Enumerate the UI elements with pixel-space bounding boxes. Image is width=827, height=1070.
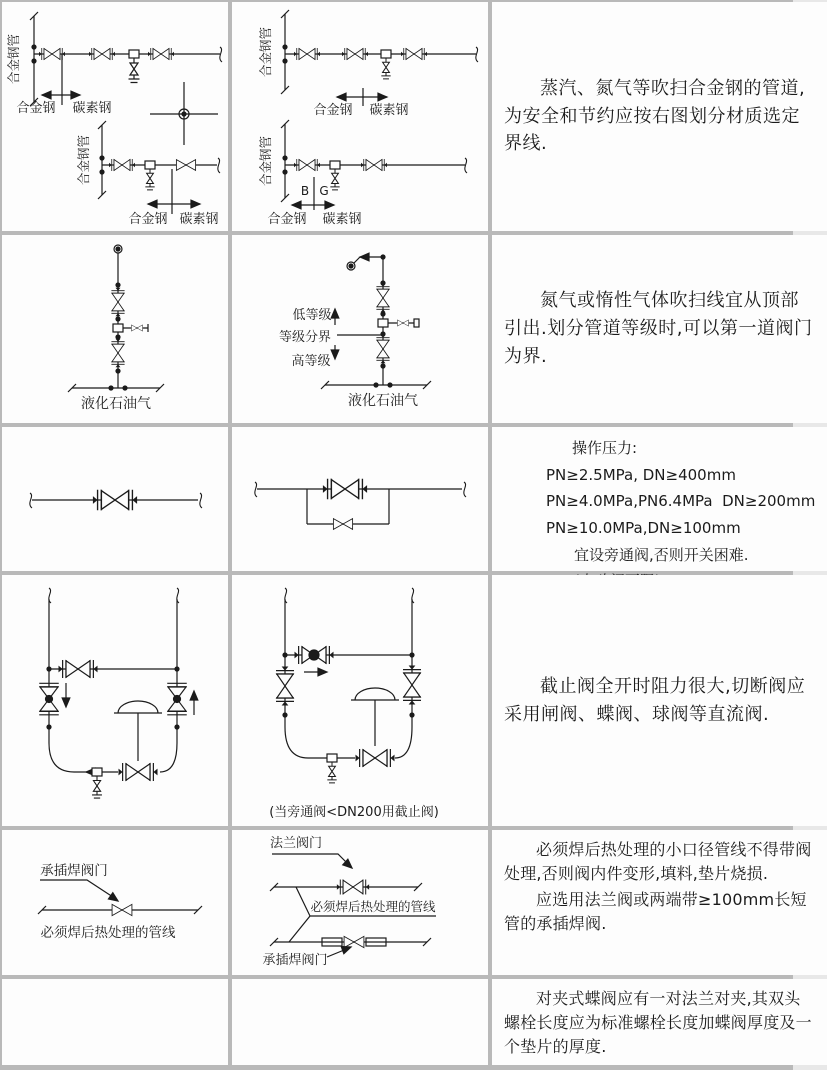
piping-diagram-svg bbox=[2, 427, 228, 571]
label-alloy-steel: 合金钢 bbox=[313, 103, 353, 118]
pipe-network bbox=[39, 588, 198, 798]
diagram-r3-valve-with-bypass bbox=[232, 427, 488, 571]
note-r4 bbox=[492, 575, 827, 826]
label-flanged-valve: 法兰阀门 bbox=[269, 836, 323, 851]
label-b: B bbox=[300, 184, 310, 198]
note-paragraph: 应选用法兰阀或两端带≥100mm长短管的承插焊阀. bbox=[504, 890, 807, 933]
label-socket-weld-valve: 承插焊阀门 bbox=[40, 863, 108, 879]
piping-diagram-svg bbox=[232, 2, 488, 231]
label-carbon-steel: 碳素钢 bbox=[72, 101, 112, 116]
pipe-network bbox=[30, 12, 222, 214]
spec-title: 操作压力: bbox=[572, 439, 638, 457]
note-text: 氮气或惰性气体吹扫线宜从顶部引出.划分管道等级时,可以第一道阀门为界. bbox=[504, 290, 813, 367]
pipe-network bbox=[68, 245, 164, 392]
piping-diagram-svg bbox=[232, 427, 488, 571]
label-lpg: 液化石油气 bbox=[348, 393, 418, 409]
note-r1 bbox=[492, 2, 827, 231]
diagram-r5-flanged-vs-socket-valve bbox=[232, 830, 488, 975]
piping-diagram-svg bbox=[2, 235, 228, 423]
label-high-grade: 高等级 bbox=[291, 354, 331, 369]
piping-diagram-svg bbox=[232, 830, 488, 975]
empty-cell-r6-middle bbox=[232, 979, 488, 1065]
label-alloy-steel-pipe: 合金钢管 bbox=[258, 26, 273, 78]
label-carbon-steel: 碳素钢 bbox=[179, 212, 219, 227]
spec-note: 宜设旁通阀,否则开关困难. bbox=[574, 545, 749, 564]
pipe-network bbox=[30, 490, 202, 510]
label-socket-weld-valve: 承插焊阀门 bbox=[262, 953, 328, 968]
spec-line: PN≥4.0MPa,PN6.4MPa DN≥200mm bbox=[546, 492, 816, 511]
diagram-r2-purge-line-left bbox=[2, 235, 228, 423]
diagram-r4-control-valve-station-middle bbox=[232, 575, 488, 826]
pipe-network bbox=[321, 253, 431, 389]
pipe-network bbox=[276, 588, 421, 783]
spec-line: PN≥2.5MPa, DN≥400mm bbox=[546, 465, 736, 484]
note-r3 bbox=[492, 427, 827, 571]
piping-diagram-svg bbox=[2, 830, 228, 975]
label-carbon-steel: 碳素钢 bbox=[369, 103, 409, 118]
note-r6 bbox=[492, 979, 827, 1065]
diagram-r1-material-boundary-left bbox=[2, 2, 228, 231]
piping-diagram-svg bbox=[232, 235, 488, 423]
pipe-network bbox=[255, 479, 466, 530]
note-r5 bbox=[492, 830, 827, 975]
label-heat-treated-line: 必须焊后热处理的管线 bbox=[40, 925, 176, 941]
label-carbon-steel: 碳素钢 bbox=[322, 212, 362, 227]
label-lpg: 液化石油气 bbox=[81, 396, 151, 412]
empty-cell-r6-left bbox=[2, 979, 228, 1065]
note-paragraph: 必须焊后热处理的小口径管线不得带阀处理,否则阀内件变形,填料,垫片烧损. bbox=[504, 840, 812, 883]
label-grade-boundary: 等级分界 bbox=[278, 330, 332, 345]
label-g: G bbox=[319, 184, 329, 198]
diagram-r2-purge-line-middle bbox=[232, 235, 488, 423]
label-heat-treated-line: 必须焊后热处理的管线 bbox=[310, 899, 436, 914]
label-alloy-steel-pipe: 合金钢管 bbox=[76, 134, 91, 186]
label-alloy-steel-pipe: 合金钢管 bbox=[6, 33, 21, 85]
label-alloy-steel: 合金钢 bbox=[267, 212, 307, 227]
label-alloy-steel: 合金钢 bbox=[128, 212, 168, 227]
diagram-r4-control-valve-station-left bbox=[2, 575, 228, 826]
note-text: 蒸汽、氮气等吹扫合金钢的管道,为安全和节约应按右图划分材质选定界线. bbox=[504, 77, 806, 155]
pipe-network bbox=[38, 880, 202, 916]
piping-diagram-svg bbox=[232, 575, 488, 826]
note-r2 bbox=[492, 235, 827, 423]
pressure-spec-block bbox=[504, 435, 815, 595]
label-alloy-steel: 合金钢 bbox=[16, 101, 56, 116]
piping-diagram-svg bbox=[2, 2, 228, 231]
spec-line: PN≥10.0MPa,DN≥100mm bbox=[546, 519, 741, 538]
note-text: 截止阀全开时阻力很大,切断阀应采用闸阀、蝶阀、球阀等直流阀. bbox=[504, 675, 806, 725]
diagram-r5-socket-weld-valve bbox=[2, 830, 228, 975]
diagram-r1-material-boundary-middle bbox=[232, 2, 488, 231]
caption-bypass-valve: (当旁通阀<DN200用截止阀) bbox=[269, 805, 439, 820]
piping-diagram-svg bbox=[2, 575, 228, 826]
note-text: 对夹式蝶阀应有一对法兰对夹,其双头螺栓长度应为标准螺栓长度加蝶阀厚度及一个垫片的厚度. bbox=[504, 989, 812, 1056]
label-alloy-steel-pipe: 合金钢管 bbox=[258, 135, 273, 187]
label-low-grade: 低等级 bbox=[292, 308, 332, 323]
diagram-r3-single-valve bbox=[2, 427, 228, 571]
